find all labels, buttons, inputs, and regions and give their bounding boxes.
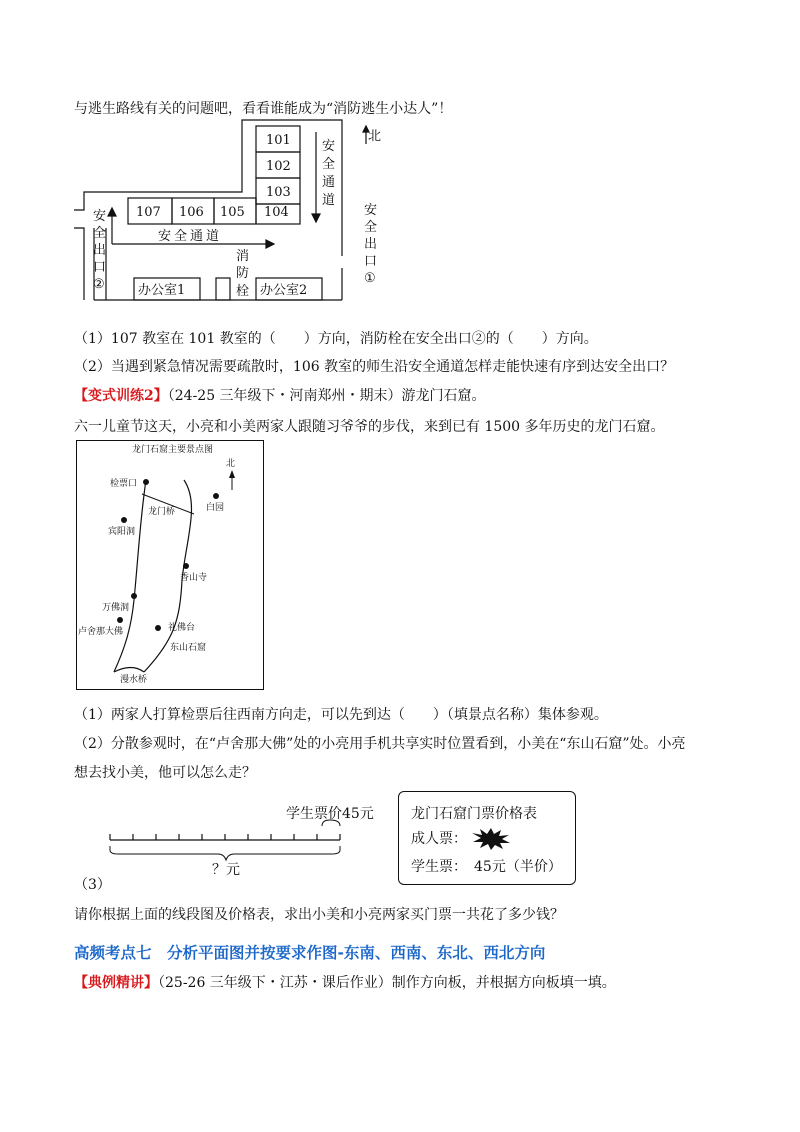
spot-lifo: 礼佛台 [168, 623, 196, 633]
office2-label: 办公室2 [260, 283, 308, 298]
story-line: 六一儿童节这天，小亮和小美两家人跟随习爷爷的步伐，来到已有 1500 多年历史的龙门石窟。 [74, 419, 665, 435]
variant-training-line [74, 385, 486, 405]
room-106: 106 [179, 205, 204, 220]
segment-top-label: 学生票价45元 [286, 806, 374, 822]
question-5-number: （3） [74, 877, 111, 893]
exit1-char-3: 出 [364, 237, 378, 252]
exit1-char-4: 口 [364, 254, 378, 269]
example-tag: 【典例精讲】 [74, 975, 158, 991]
hydrant-char-1: 消 [236, 249, 250, 264]
price-table-box [398, 791, 576, 885]
scenic-map-diagram [76, 440, 264, 690]
variant-tag: 【变式训练2】 [74, 388, 168, 404]
exit2-char-5: ② [93, 277, 105, 292]
student-price-row: 学生票： 45元（半价） [411, 859, 562, 875]
room-104: 104 [264, 205, 289, 220]
room-103: 103 [266, 185, 291, 200]
example-line [74, 972, 616, 992]
question-4-line-1: （2）分散参观时，在“卢舍那大佛”处的小亮用手机共享实时位置看到，小美在“东山石窟”处。小亮 [74, 736, 686, 752]
price-table-title: 龙门石窟门票价格表 [411, 806, 537, 822]
scenic-north-label: 北 [226, 459, 236, 469]
scenic-map-title: 龙门石窟主要景点图 [132, 445, 214, 455]
question-4-line-2: 想去找小美，他可以怎么走？ [74, 765, 256, 781]
spot-binyang: 宾阳洞 [108, 527, 136, 537]
intro-line: 与逃生路线有关的问题吧，看看谁能成为“消防逃生小达人”！ [74, 101, 453, 117]
exit2-char-4: 口 [93, 260, 107, 275]
adult-price-label: 成人票： [411, 831, 467, 847]
question-1: （1）107 教室在 101 教室的（ ）方向，消防栓在安全出口②的（ ）方向。 [74, 331, 598, 347]
spot-ticket: 检票口 [110, 479, 138, 489]
adult-price-row [411, 828, 511, 850]
spot-bridge: 龙门桥 [148, 507, 176, 517]
hydrant-char-2: 防 [236, 266, 250, 281]
room-101: 101 [266, 133, 291, 148]
corridor-horizontal-label: 安全通道 [158, 229, 223, 244]
hydrant-char-3: 栓 [236, 284, 250, 299]
room-105: 105 [220, 205, 245, 220]
question-3: （1）两家人打算检票后往西南方向走，可以先到达（ ）（填景点名称）集体参观。 [74, 707, 608, 723]
section-heading: 高频考点七 分析平面图并按要求作图-东南、西南、东北、西北方向 [74, 944, 546, 962]
office1-label: 办公室1 [138, 283, 186, 298]
spot-lushena: 卢舍那大佛 [78, 627, 124, 637]
corridor-vertical-1: 安 [322, 139, 336, 154]
exit2-char-2: 全 [93, 226, 107, 241]
corridor-vertical-3: 通 [322, 175, 336, 190]
question-5: 请你根据上面的线段图及价格表，求出小美和小亮两家买门票一共花了多少钱？ [74, 907, 564, 923]
exit2-char-1: 安 [93, 209, 107, 224]
corridor-vertical-2: 全 [322, 157, 336, 172]
exit1-char-5: ① [364, 271, 376, 286]
corridor-vertical-4: 道 [322, 193, 336, 208]
room-107: 107 [136, 205, 161, 220]
ink-splat-icon [471, 828, 511, 850]
floor-plan-diagram [66, 118, 406, 308]
spot-dongshan: 东山石窟 [170, 643, 207, 653]
segment-bottom-label: ？元 [212, 862, 240, 878]
spot-baiyuan: 白园 [206, 503, 225, 513]
example-text: （25-26 三年级下・江苏・课后作业）制作方向板，并根据方向板填一填。 [158, 975, 616, 991]
exit2-char-3: 出 [93, 243, 107, 258]
north-label: 北 [368, 129, 382, 144]
question-2: （2）当遇到紧急情况需要疏散时，106 教室的师生沿安全通道怎样走能快速有序到达安全出口？ [74, 359, 675, 375]
exit1-char-1: 安 [364, 203, 378, 218]
exit1-char-2: 全 [364, 220, 378, 235]
spot-xiangshan: 香山寺 [180, 573, 208, 583]
room-102: 102 [266, 159, 291, 174]
segment-diagram [100, 796, 374, 886]
spot-manshui: 漫水桥 [120, 675, 148, 685]
variant-source: （24-25 三年级下・河南郑州・期末）游龙门石窟。 [167, 388, 486, 404]
spot-wanfo: 万佛洞 [102, 603, 130, 613]
